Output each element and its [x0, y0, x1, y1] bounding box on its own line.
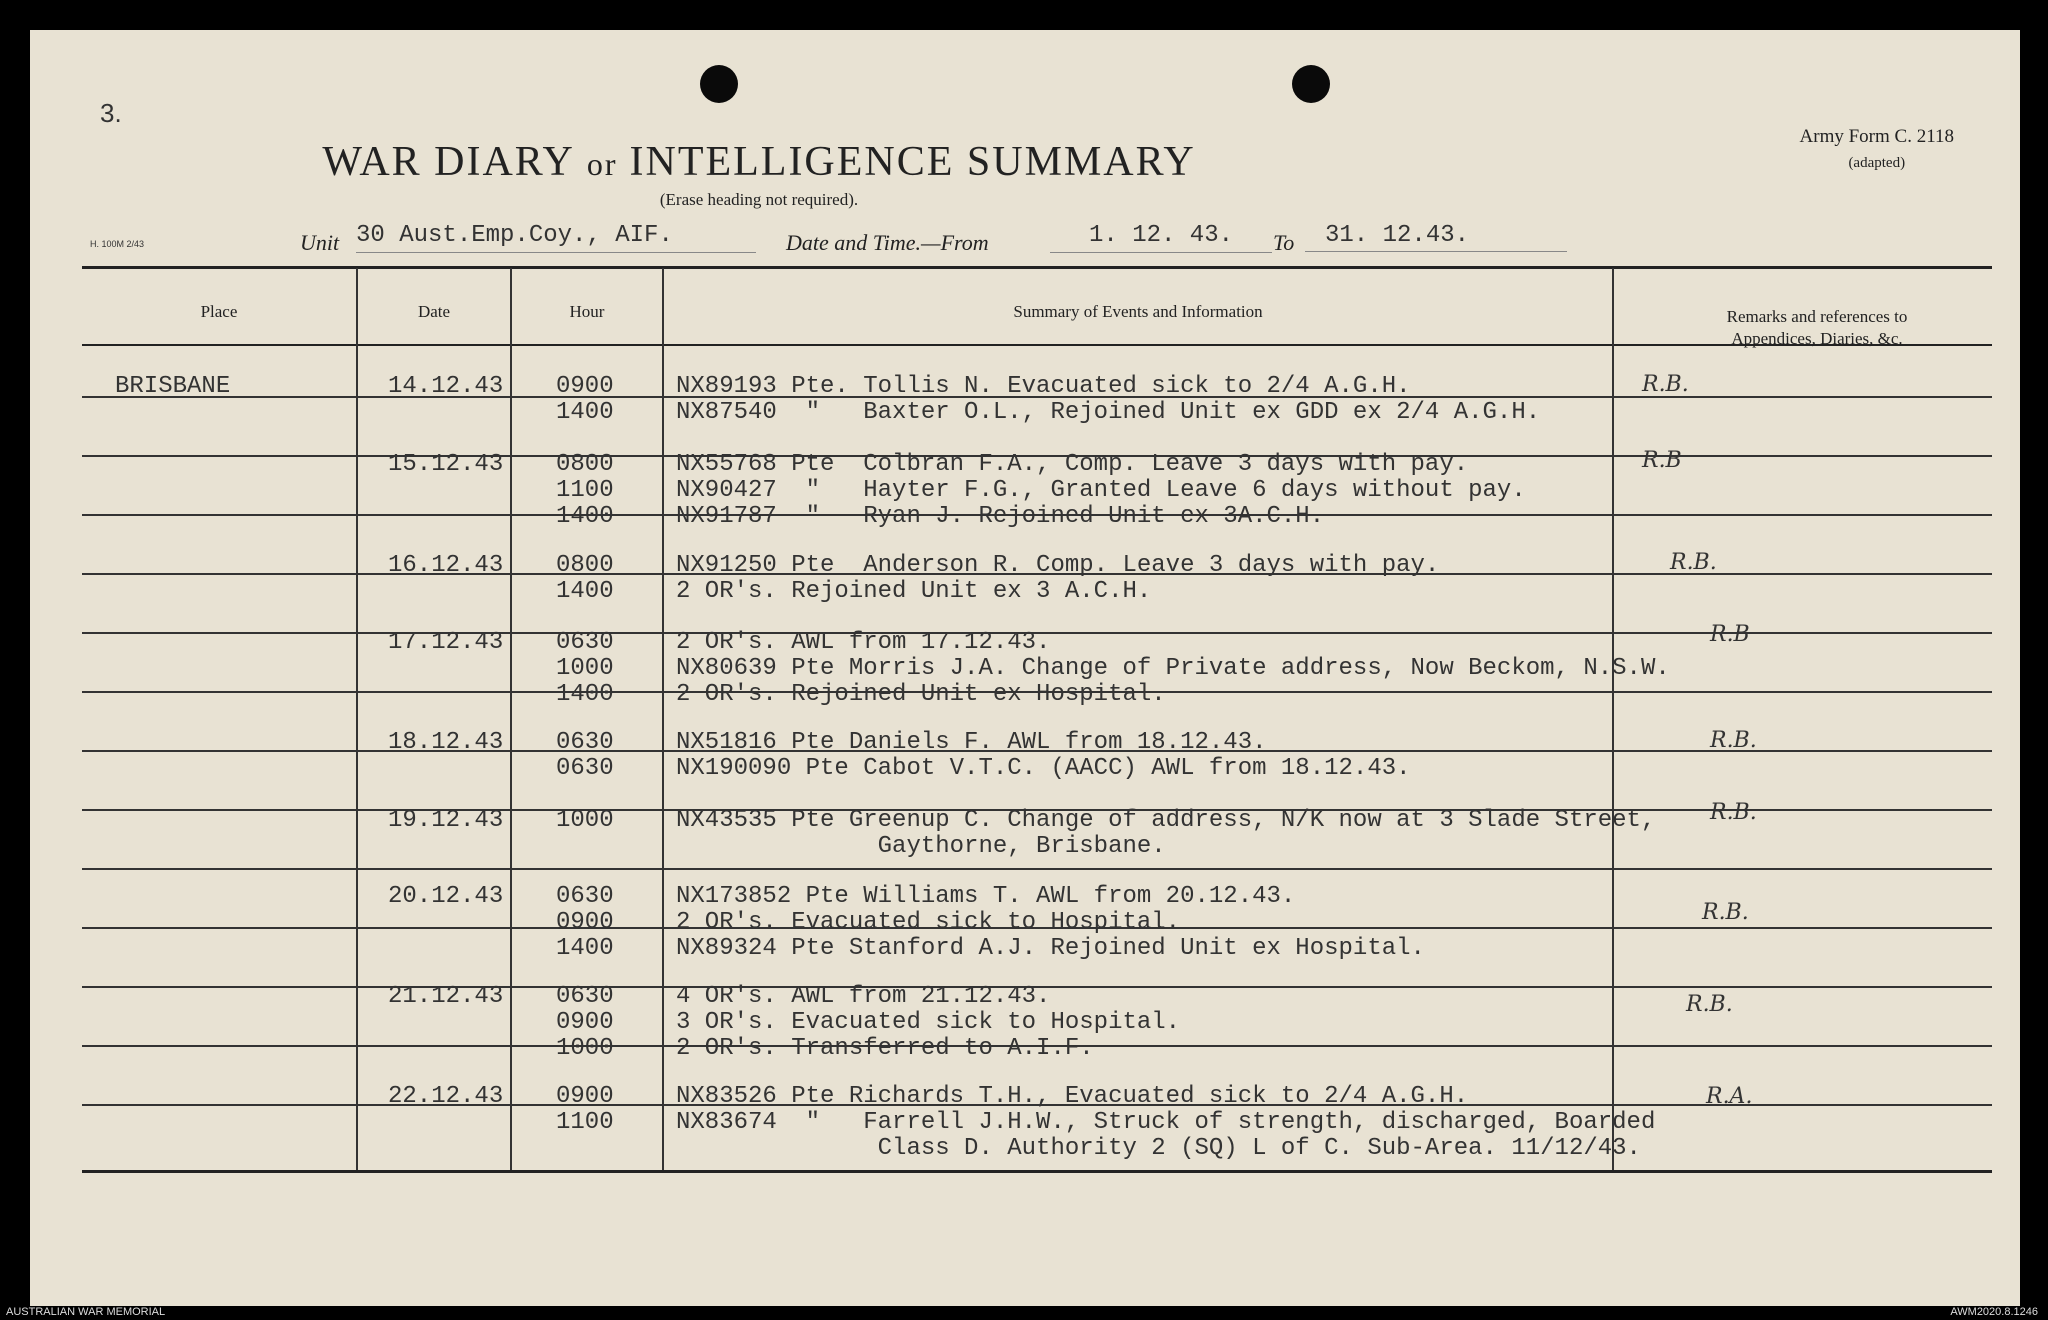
row-rule — [82, 868, 1992, 870]
summary-entry: 2 OR's. Transferred to A.I.F. — [676, 1035, 1094, 1062]
summary-entry: 2 OR's. AWL from 17.12.43. — [676, 629, 1051, 656]
army-form-number: Army Form C. 2118 — [1799, 126, 1954, 147]
date-entry: 18.12.43 — [388, 729, 504, 756]
hour-entry: 0800 — [556, 552, 614, 579]
to-date-value: 31. 12.43. — [1305, 220, 1567, 252]
hour-entry: 1400 — [556, 578, 614, 605]
page-number: 3. — [100, 98, 122, 128]
hour-entry: 0900 — [556, 1009, 614, 1036]
summary-entry: NX80639 Pte Morris J.A. Change of Private address, Now Beckom, N.S.W. — [676, 655, 1670, 682]
date-entry: 19.12.43 — [388, 807, 504, 834]
column-header-remarks — [1642, 306, 1992, 350]
table-top-rule — [82, 266, 1992, 269]
hour-entry: 1100 — [556, 477, 614, 504]
hour-entry: 0630 — [556, 629, 614, 656]
remarks-header-line-2: Appendices, Diaries, &c. — [1731, 329, 1903, 348]
summary-entry: 2 OR's. Rejoined Unit ex Hospital. — [676, 681, 1166, 708]
handwritten-initials: R.B. — [1670, 550, 1717, 575]
hour-entry: 1400 — [556, 503, 614, 530]
to-label: To — [1273, 230, 1295, 255]
summary-entry: NX190090 Pte Cabot V.T.C. (AACC) AWL from 18.12.43. — [676, 755, 1411, 782]
hour-entry: 0630 — [556, 883, 614, 910]
punch-hole — [700, 65, 738, 103]
summary-entry: NX91787 " Ryan J. Rejoined Unit ex 3A.C.H. — [676, 503, 1325, 530]
army-form-label — [1800, 124, 1954, 176]
summary-entry: NX90427 " Hayter F.G., Granted Leave 6 days without pay. — [676, 477, 1526, 504]
handwritten-initials: R.B — [1710, 622, 1750, 647]
footer-accession-number: AWM2020.8.1246 — [1950, 1306, 2038, 1318]
handwritten-initials: R.B. — [1686, 992, 1733, 1017]
hour-entry: 1000 — [556, 655, 614, 682]
place-value: BRISBANE — [115, 373, 231, 400]
hour-entry: 0630 — [556, 755, 614, 782]
handwritten-initials: R.B. — [1702, 900, 1749, 925]
summary-entry: NX55768 Pte Colbran F.A., Comp. Leave 3 days with pay. — [676, 451, 1469, 478]
handwritten-initials: R.A. — [1706, 1084, 1753, 1109]
hour-entry: 0800 — [556, 451, 614, 478]
date-entry: 20.12.43 — [388, 883, 504, 910]
summary-entry: NX83526 Pte Richards T.H., Evacuated sick to 2/4 A.G.H. — [676, 1083, 1469, 1110]
date-entry: 22.12.43 — [388, 1083, 504, 1110]
hour-entry: 1000 — [556, 807, 614, 834]
hour-entry: 1000 — [556, 1035, 614, 1062]
handwritten-initials: R.B. — [1710, 800, 1757, 825]
date-entry: 17.12.43 — [388, 629, 504, 656]
handwritten-initials: R.B. — [1642, 372, 1689, 397]
title-or: or — [586, 146, 618, 182]
title-part-2: INTELLIGENCE SUMMARY — [629, 139, 1196, 185]
summary-entry: 2 OR's. Rejoined Unit ex 3 A.C.H. — [676, 578, 1152, 605]
summary-entry: NX83674 " Farrell J.H.W., Struck of strength, discharged, Boarded — [676, 1109, 1656, 1136]
hour-entry: 0630 — [556, 729, 614, 756]
hour-entry: 1100 — [556, 1109, 614, 1136]
hour-entry: 0900 — [556, 373, 614, 400]
date-entry: 15.12.43 — [388, 451, 504, 478]
summary-entry: NX91250 Pte Anderson R. Comp. Leave 3 days with pay. — [676, 552, 1440, 579]
summary-entry: 3 OR's. Evacuated sick to Hospital. — [676, 1009, 1181, 1036]
title-part-1: WAR DIARY — [322, 139, 575, 185]
remarks-header-line-1: Remarks and references to — [1726, 307, 1908, 326]
column-divider — [356, 268, 358, 1170]
column-header-place: Place — [200, 302, 238, 321]
summary-entry: NX173852 Pte Williams T. AWL from 20.12.43. — [676, 883, 1296, 910]
hour-entry: 1400 — [556, 935, 614, 962]
hour-entry: 0900 — [556, 909, 614, 936]
summary-entry: NX51816 Pte Daniels F. AWL from 18.12.43. — [676, 729, 1267, 756]
unit-value: 30 Aust.Emp.Coy., AIF. — [356, 220, 756, 253]
handwritten-initials: R.B. — [1710, 728, 1757, 753]
hour-entry: 0900 — [556, 1083, 614, 1110]
date-entry: 14.12.43 — [388, 373, 504, 400]
footer-credit: AUSTRALIAN WAR MEMORIAL — [6, 1306, 166, 1318]
summary-entry: 2 OR's. Evacuated sick to Hospital. — [676, 909, 1181, 936]
date-entry: 21.12.43 — [388, 983, 504, 1010]
from-date-value: 1. 12. 43. — [1050, 220, 1272, 253]
date-entry: 16.12.43 — [388, 552, 504, 579]
army-form-adapted: (adapted) — [1848, 155, 1906, 171]
column-divider — [510, 268, 512, 1170]
hour-entry: 1400 — [556, 399, 614, 426]
summary-entry: Class D. Authority 2 (SQ) L of C. Sub-Area. 11/12/43. — [676, 1135, 1641, 1162]
column-header-hour: Hour — [569, 302, 605, 321]
summary-entry: Gaythorne, Brisbane. — [676, 833, 1166, 860]
date-time-label: Date and Time.—From — [786, 230, 989, 255]
summary-entry: NX89324 Pte Stanford A.J. Rejoined Unit ex Hospital. — [676, 935, 1425, 962]
unit-label: Unit — [300, 230, 340, 255]
column-header-date: Date — [417, 302, 451, 321]
column-divider — [1612, 268, 1614, 1170]
summary-entry: NX87540 " Baxter O.L., Rejoined Unit ex GDD ex 2/4 A.G.H. — [676, 399, 1541, 426]
handwritten-initials: R.B — [1642, 448, 1682, 473]
punch-hole — [1292, 65, 1330, 103]
form-code: H. 100M 2/43 — [90, 239, 145, 249]
subtitle: (Erase heading not required). — [659, 190, 859, 209]
hour-entry: 1400 — [556, 681, 614, 708]
hour-entry: 0630 — [556, 983, 614, 1010]
summary-entry: NX89193 Pte. Tollis N. Evacuated sick to 2/4 A.G.H. — [676, 373, 1411, 400]
table-bottom-rule — [82, 1170, 1992, 1173]
summary-entry: NX43535 Pte Greenup C. Change of address, N/K now at 3 Slade Street, — [676, 807, 1656, 834]
page-title — [30, 138, 1488, 186]
column-header-summary: Summary of Events and Information — [1013, 302, 1263, 321]
summary-entry: 4 OR's. AWL from 21.12.43. — [676, 983, 1051, 1010]
column-divider — [662, 268, 664, 1170]
document-sheet — [30, 30, 2020, 1306]
